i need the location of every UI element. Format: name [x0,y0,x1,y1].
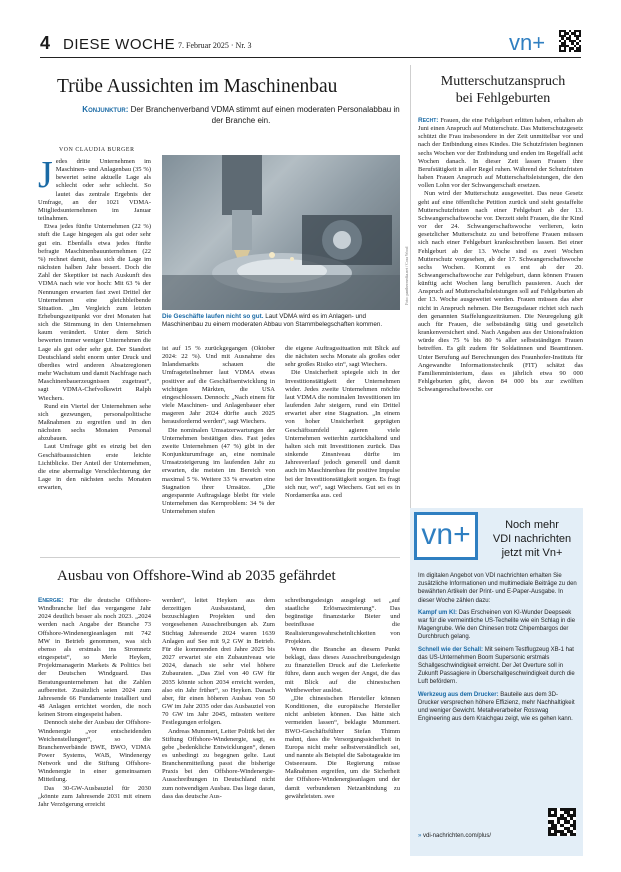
paragraph: Wenn die Branche an diesem Punkt beklagt, dass dieses Ausschreibungsdesign zu finanziellen Druck auf die Lieferkette führe, dann auch wegen der Angst, die das mit Blick auf die chinesischen Wettbewerber auslöst. [285,645,400,694]
main-article-title: Trübe Aussichten im Maschinenbau [57,76,338,97]
right-article-title-line: bei Fehlgeburten [455,91,551,106]
caption-text: Laut VDMA wird es im Anlagen- und Maschinenbau zu einem moderaten Abbau von Stammbelegschaften kommen. [162,313,383,329]
issue-date: 7. Februar 2025 · Nr. 3 [178,41,252,50]
promo-item-lead: Schnell wie der Schall: [418,646,484,653]
offshore-article-title: Ausbau von Offshore-Wind ab 2035 gefährdet [57,568,336,584]
page-header [0,0,621,60]
paragraph: edes dritte Unternehmen im Maschinen- und Anlagenbau (35 %) bewertet seine aktuelle Lage als schlecht oder sehr schlecht. So lautet das zentrale Ergebnis der Umfrage, an der 1021 VDMA-Mitgliedsunternehmen im Januar teilnahmen. [38,158,151,223]
qr-code-icon[interactable] [559,30,581,52]
right-article-kicker: Recht: [418,117,439,124]
promo-link-text[interactable]: vdi-nachrichten.com/plus/ [423,833,492,839]
machine-illustration [162,155,400,310]
promo-headline-line: Noch mehr [505,519,559,531]
column-divider [410,65,411,510]
offshore-kicker: Energie: [38,597,64,604]
promo-item [418,691,578,724]
promo-headline-line: VDI nachrichten [492,533,572,545]
offshore-column-2 [162,597,275,801]
promo-item-text: Mit seinem Testflugzeug XB-1 hat das US-Unternehmen Boom Supersonic erstmals Schallgeschwindigkeit erreicht. Der Jet Overture soll in Zukunft Passagiere in Überschallgeschwindigkeit durch die Luft befördern. [418,646,575,686]
main-article-kicker: Konjunktur: [82,105,129,114]
main-article-teaser [82,104,400,126]
section-divider [40,557,400,558]
promo-item [418,646,578,687]
paragraph: Nun wird der Mutterschutz ausgeweitet. Das neue Gesetz geht auf eine öffentliche Petition zurück und sieht gestaffelte Mutterschutzfristen nach einer Fehlgeburt ab der 13. Schwangerschaftswoche vor. Derzeit steht Frauen, die ihr Kind vor der 24. Schwangerschaftswoche verlieren, kein gesetzlicher Mutterschutz zu und betroffene Frauen müssen sich nach einer Fehlgeburt krankschreiben lassen. Bei einer Fehlgeburt ab der 13. Woche sind es zwei Wochen Mutterschutz vorgesehen, ab der 17. Schwangerschaftswoche sechs Wochen. Kommt es erst ab der 20. Schwangerschaftswoche zur Fehlgeburt, dann können Frauen künftig acht Wochen lang beruflich pausieren. Auch der Anspruch auf Mutterschaftsleistungen soll auf Fehlgeburten ab der 13. Woche ausgeweitet werden. Frauen müssen das aber nicht in Anspruch nehmen. Die Bezugsdauer richtet sich nach den genannten Staffelungszeiträumen. Die Neuregelung gilt auch für Frauen, die selbstständig tätig und gesetzlich krankenversichert sind. Nach Angaben aus der Unionsfraktion würde dies 75 % bis 80 % aller selbstständigen Frauen betreffen. Es gilt zudem für Soldatinnen und Beamtinnen. Unter Berufung auf Berechnungen des Fraunhofer-Instituts für Angewandte Informationstechnik (FIT) schätzt das Familienministerium, dass es jährlich etwa 90 000 Fehlgeburten gibt, davon 84 000 bis zur zwölften Schwangerschaftswoche. cer [418,190,583,394]
promo-link[interactable] [418,833,491,839]
paragraph [38,597,151,719]
main-article-column-1 [38,154,151,492]
arrow-icon: » [418,833,422,839]
promo-item-text: Das Erscheinen von KI-Wunder Deepseek war für die vermeintliche US-Techelite wie ein Schlag in die Magengrube. Wie den Chinesen trotz Chipembargos der Durchbruch gelang. [418,609,576,641]
paragraph: die eigene Auftragssituation mit Blick auf die nächsten sechs Monate als großes oder sehr großes Risiko ein“, sagt Wiechers. [285,345,400,369]
right-article-title [418,73,588,107]
promo-item-lead: Kampf um KI: [418,609,457,616]
drop-cap: J [38,154,53,196]
photo-caption [162,313,400,329]
caption-lead: Die Geschäfte laufen nicht so gut. [162,313,264,320]
main-article-teaser-text: Der Branchenverband VDMA stimmt auf einen moderaten Personalabbau in der Branche ein. [130,105,400,125]
paragraph-text: Für die deutsche Offshore-Windbranche lief das vergangene Jahr 2024 deutlich besser als noch 2023. „2024 werden nach Angabe der Branche 73 Offshore-Windenergieanlagen mit 742 MW in Betrieb genommen, was sich ebenso als erstmals ins Stromnetz eingespeist“, so Merle Heyken, Projektmanagerin Markets & Politics bei der Deutschen Windguard. Das Beratungsunternehmen hat die Zahlen aufbereitet. Zusätzlich seien 2024 zum Jahresende 66 Fundamente installiert und 48 Anlagen errichtet worden, die noch keinen Strom eingespeist haben. [38,597,151,719]
paragraph: Die Unsicherheit spiegele sich in der Investitionstätigkeit der Unternehmen wider. Jedes zweite Unternehmen möchte laut VDMA die nominalen Investitionen im laufenden Jahr steigern, rund ein Drittel erwartet aber eine Stagnation. „In einem von hoher Unsicherheit geprägten Geschäftsumfeld agieren viele Unternehmen weiterhin zurückhaltend und halten sich mit Investitionen zurück. Das sinkende Zinsniveau dürfte im Jahresverlauf jedoch generell und damit auch im Maschinenbau für positive Impulse bei der Investitionstätigkeit sorgen. Es fragt sich nur, wo“, sagt Wiechers. Gut sei es in Nordamerika aus. ced [285,369,400,499]
qr-code-icon[interactable] [548,808,576,836]
paragraph: Andreas Mummert, Leiter Politik bei der Stiftung Offshore-Windenergie, sagt, es gebe „bedenkliche Entwicklungen“, denen es unbedingt zu begegnen gelte. Laut Branchenmitteilung passt die bisherige Praxis bei den Offshore-Windenergie-Ausschreibungen in Deutschland nicht zum notwendigen Ausbau. Das liege daran, dass das deutsche Aus- [162,727,275,800]
paragraph: ist auf 15 % zurückgegangen (Oktober 2024: 22 %). Und mit Ausnahme des Inlandsmarkts schauen die Umfrageteilnehmer laut VDMA etwas positiver auf die Geschäftsentwicklung in wichtigen Märkten, die USA eingeschlossen. Dennoch: „Nach einem für viele Maschinen- und Anlagenbauer eher mageren Jahr 2024 dürfte auch 2025 herausfordernd werden“, sagt Wiechers. [162,345,275,426]
paragraph: Etwa jedes fünfte Unternehmen (22 %) stuft die Lage hingegen als gut oder sehr gut ein. Ebenfalls etwa jedes fünfte befragte Maschinenbauunternehmen (22 %) rechnet damit, dass sich die Lage im nächsten halben Jahr bessert. Doch die Zahl der Skeptiker ist nach Auskunft des VDMA nach wie vor hoch: Mit 63 % der Nennungen erwarten fast zwei Drittel der Unternehmen eine gleichbleibende Situation. „Im Vergleich zum letzten Erhebungszeitpunkt vor drei Monaten hat sich die Stimmung in den Unternehmen kaum verändert. Unter dem Strich bewerten immer weniger Unternehmen die Lage als gut oder sehr gut. Der Standort Deutschland steht enorm unter Druck und überdies wird anderen Absatzregionen mehr Wachstum und damit Nachfrage nach Maschinenbauerzeugnissen zugetraut“, sagt VDMA-Chefvolkswirt Ralph Wiechers. [38,223,151,402]
offshore-column-1 [38,597,151,809]
promo-headline-line: jetzt mit Vn+ [501,547,563,559]
promo-logo: vn+ [414,512,478,560]
photo-credit: Foto: panthermedia.net / Cora Wood [404,246,409,305]
section-title: DIESE WOCHE [63,36,176,53]
paragraph: „Die chinesischen Hersteller können Konditionen, die europäische Hersteller nicht anbieten können. Das hätte sich vermeiden lassen“, beklagte Mummert. BWO-Geschäftsführer Stefan Thimm mahnt, dass die Versorgungssicherheit in Europa nicht mehr selbstverständlich sei, und nannte als Beispiel die Sabotageakte im Ostseeraum. Die Regierung müsse Maßnahmen ergreifen, um die Sicherheit der Offshore-Windenergieanlagen und der damit verbundenen Netzanbindung zu gewährleisten. swe [285,694,400,800]
promo-item-text: Bauteile aus dem 3D-Drucker versprechen höhere Effizienz, mehr Nachhaltigkeit und weniger Gewicht. Metallverarbeiter Rosswag Engineering aus dem Kraichgau zeigt, wie es gehen kann. [418,691,575,723]
main-article-column-2 [162,345,275,516]
paragraph [418,117,583,190]
paragraph: Dennoch stehe der Ausbau der Offshore-Windenergie „vor entscheidenden Weichenstellungen“, so die Branchenverbände BWE, BWO, VDMA Power Systems, WAB, Windenergy Network und die Stiftung Offshore-Windenergie in einer gemeinsamen Mitteilung. [38,719,151,784]
paragraph: Laut Umfrage gibt es einzig bei den Geschäftsaussichten erste leichte Lichtblicke. Der Anteil der Unternehmen, die eine abermalige Verschlechterung der Lage in den nächsten sechs Monaten erwarten, [38,443,151,492]
page-number: 4 [40,33,51,53]
machine-photo [162,155,400,310]
promo-box [410,508,583,856]
paragraph: Die nominalen Umsatzerwartungen der Unternehmen bestätigen dies. Fast jedes zweite Unternehmen (47 %) gibt in der Konjunkturumfrage an, eine nominale Umsatzsteigerung im laufenden Jahr zu erwarten, die meisten im Bereich von maximal 5 %. Weitere 33 % erwarten eine Stagnation ihrer Umsätze. „Die angespannte Auftragslage bleibt für viele Unternehmen das Kernproblem: 34 % der Unternehmen stufen [162,426,275,516]
promo-content [418,572,578,727]
paragraph: schreibungsdesign ausgelegt sei „auf staatliche Erlösmaximierung“. Das begünstige finanzstarke Bieter und beeinflusse die Realisierungswahrscheinlichkeiten von Projekten. [285,597,400,645]
right-article-title-line: Mutterschutzanspruch [440,74,566,89]
vn-plus-logo: vn+ [509,30,546,55]
header-divider [40,57,581,58]
paragraph: Das 30-GW-Ausbauziel für 2030 „könnte zum Jahresende 2031 mit einem Jahr Verzögerung erreicht [38,784,151,808]
promo-headline [482,518,582,560]
paragraph: werden“, leitet Heyken aus dem derzeitigen Ausbaustand, den bezuschlagten Projekten und den vorgesehenen Ausschreibungen ab. Zum Stichtag Jahresende 2024 waren 1639 Anlagen auf See mit 9,2 GW in Betrieb. Für die kommenden drei Jahre 2025 bis 2027 erwartet sie ein Zubauniveau wie 2024, danach sie sehr viel höhere Zubauraten. „Das Ziel von 40 GW für 2035 könnte schon 2034 erreicht werden, also ein Jahr früher“, so Heyken. Danach aber, für einen höheren Ausbau von 50 GW im Jahr 2035 oder das Ausbauziel von 70 GW im Jahr 2045, müssten weitere Festlegungen erfolgen. [162,597,275,727]
paragraph: Rund ein Viertel der Unternehmen sehe sich gezwungen, personalpolitische Maßnahmen zu ergreifen und in den nächsten sechs Monaten Personal abzubauen. [38,402,151,443]
offshore-column-3 [285,597,400,801]
byline: VON CLAUDIA BURGER [59,147,135,153]
promo-intro: Im digitalen Angebot von VDI nachrichten erhalten Sie zusätzliche Informationen und multimediale Beiträge zu den bewährten Artikeln der Print- und E-Paper-Ausgabe. In dieser Woche zählen dazu: [418,573,577,604]
promo-item [418,609,578,642]
paragraph-text: Frauen, die eine Fehlgeburt erlitten haben, erhalten ab Juni einen Anspruch auf Mutterschutz. Das Mutterschutzgesetz schützt die Frau insbesondere in der Zeit unmittelbar vor und nach der Entbindung eines Kindes. Die Schutzfristen beginnen sechs Wochen vor der Entbindung und enden im Regelfall acht Wochen danach. In dieser Zeit lassen Frauen ihre Berufstätigkeit in aller Regel ruhen. Während der Schutzfristen haben Frauen Anspruch auf Mutterschaftsleistungen, die den vollen Lohn vor der Schwangerschaft ersetzen. [418,117,583,190]
promo-item-lead: Werkzeug aus dem Drucker: [418,691,499,698]
right-article-body [418,117,583,394]
main-article-column-3 [285,345,400,500]
